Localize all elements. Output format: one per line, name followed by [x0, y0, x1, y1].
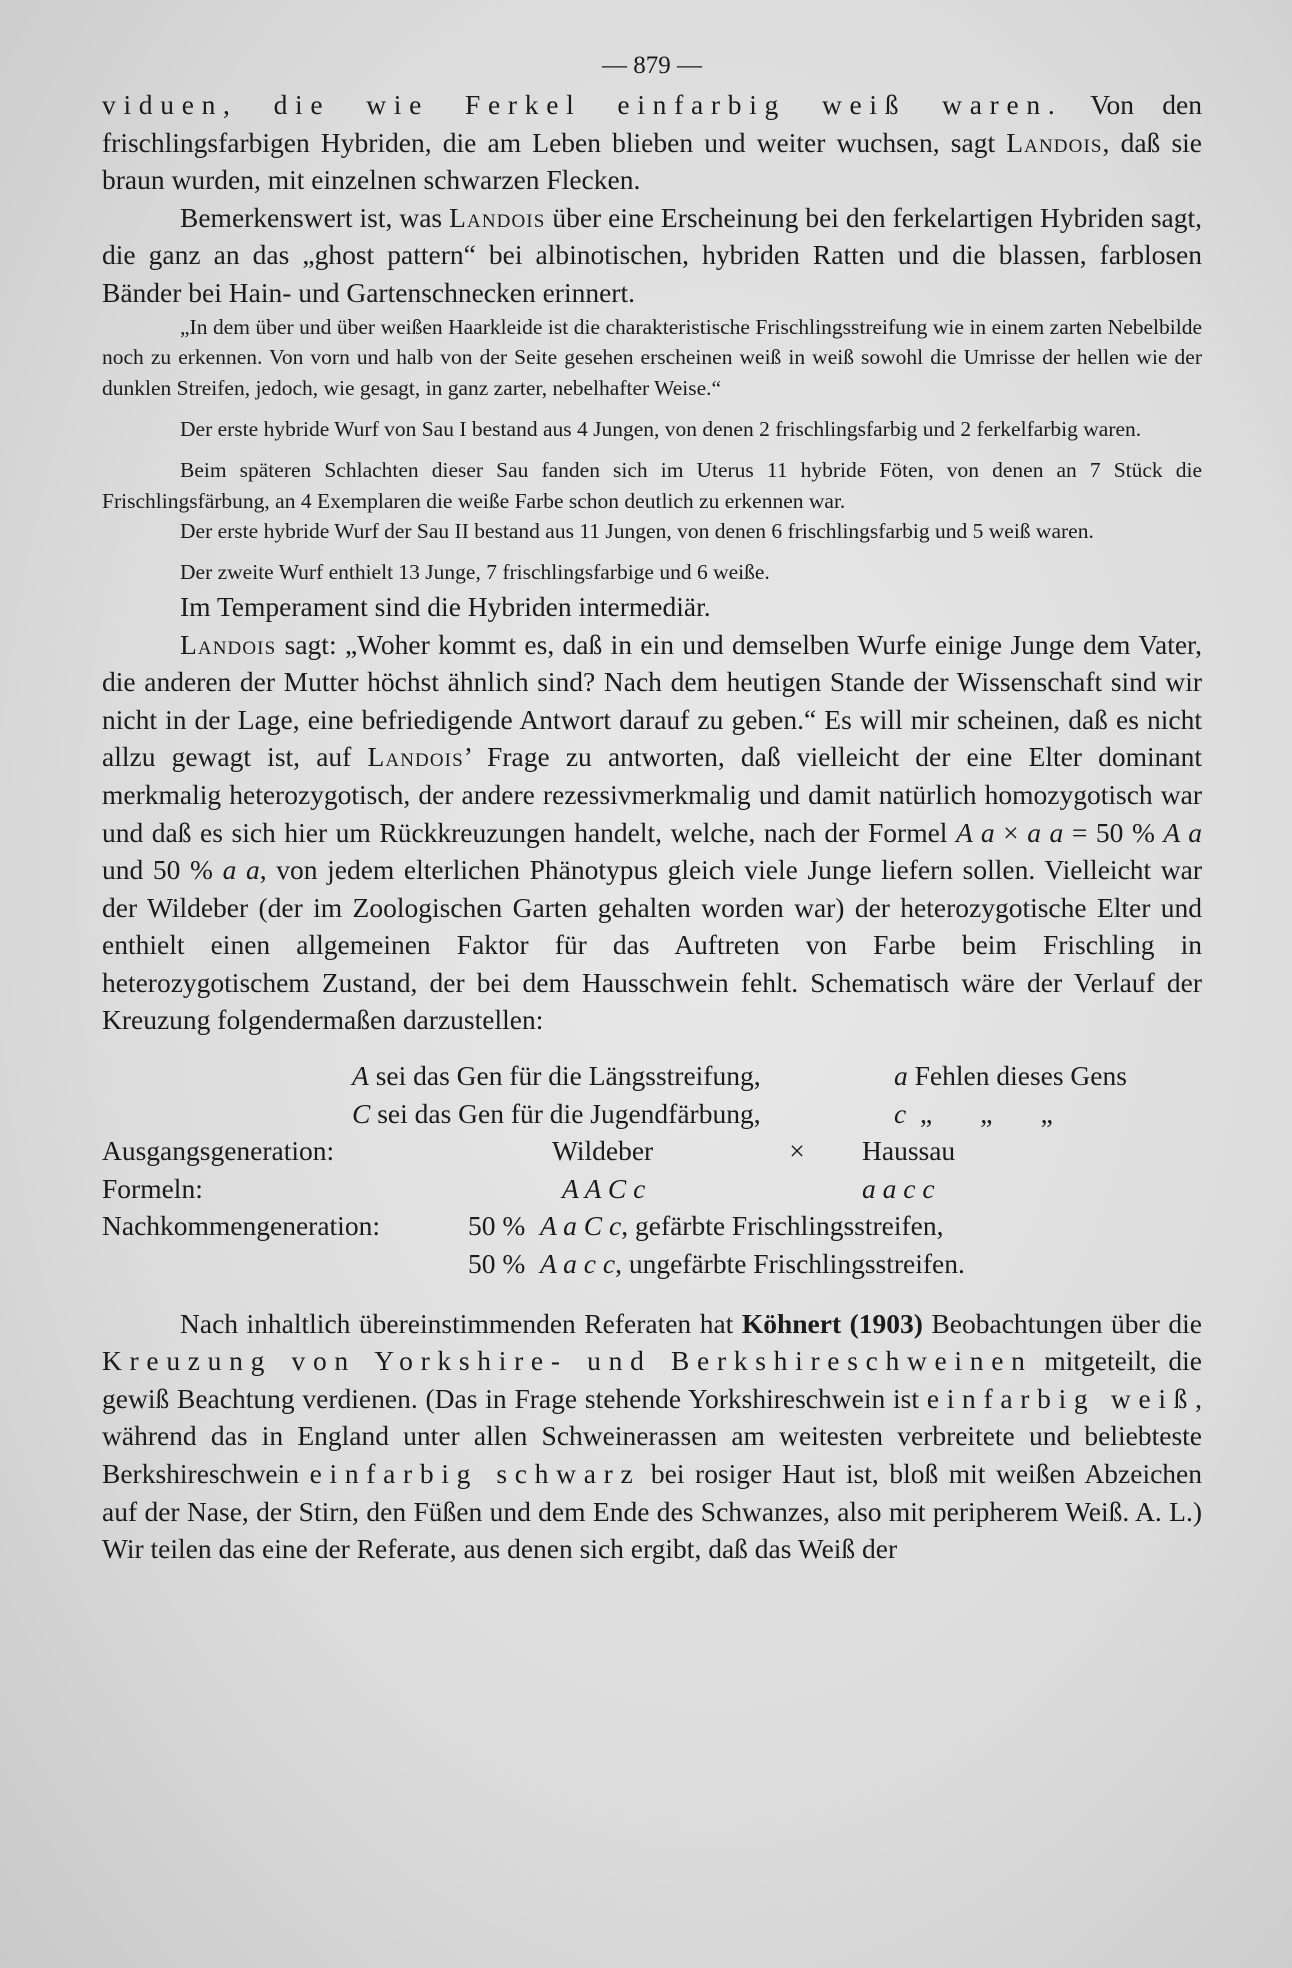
text-run: ’ Frage zu antworten, daß vielleicht der eine Elter dominant merkmalig heterozygotisch, der andere rezessivmerkmalig und damit natürlich homozygotisch war und daß es sich hier um Rückkreuzungen handelt, welche, nach der Formel	[102, 741, 1203, 848]
text-run: = 50 %	[1063, 816, 1164, 848]
author-name: Landois	[180, 628, 277, 660]
scheme-gene-c	[102, 1095, 1202, 1133]
text-run: Der zweite Wurf enthielt 13 Junge, 7 frischlingsfarbige und 6 weiße.	[180, 560, 770, 585]
percentage: 50 %	[468, 1210, 526, 1242]
gene-symbol: A	[352, 1060, 369, 1092]
scheme-nachkommen-2	[102, 1245, 1202, 1283]
scheme-formeln	[102, 1170, 1202, 1208]
scheme-ausgang	[102, 1132, 1202, 1170]
gene-description: Fehlen dieses Gens	[907, 1060, 1127, 1092]
paragraph-koehnert	[102, 1305, 1202, 1568]
text-run: Nach inhaltlich übereinstimmenden Referaten hat	[180, 1307, 742, 1339]
text-run: Im Temperament sind die Hybriden intermediär.	[180, 590, 711, 622]
text-run: , von jedem elterlichen Phänotypus gleich viele Junge liefern sollen. Vielleicht war der Wildeber (der im Zoologischen Garten gehalten worden war) der heterozygotische Elter und enthielt einen allgemeinen Faktor für das Auftreten von Farbe beim Frischling in heterozygotischem Zustand, der bei dem Hausschwein fehlt. Schematisch wäre der Verlauf der Kreuzung folgendermaßen darzustellen:	[102, 854, 1202, 1036]
row-label: Formeln:	[102, 1172, 203, 1204]
text-run: Beim späteren Schlachten dieser Sau fanden sich im Uterus 11 hybride Föten, von denen an 7 Stück die Frischlingsfärbung, an 4 Exemplaren die weiße Farbe schon deutlich zu erkennen war.	[102, 457, 1202, 513]
text-run: Der erste hybride Wurf von Sau I bestand aus 4 Jungen, von denen 2 frischlingsfarbig und 2 ferkelfarbig waren.	[180, 416, 1142, 441]
quote-first-litter-sau-2	[102, 516, 1202, 547]
text-run: sagt: „Woher kommt es, daß in ein und demselben Wurfe einige Junge dem Vater, die anderen der Mutter höchst ähnlich sind? Nach dem heutigen Stande der Wissenschaft sind wir nicht in der Lage, eine befriedigende Antwort darauf zu geben.“ Es will mir scheinen, daß es nicht allzu gewagt ist, auf	[102, 628, 1202, 773]
text-run: über eine Erscheinung bei den ferkelartigen Hybriden sagt, die ganz an das „ghost pattern“ bei albinotischen, hybriden Ratten und die blassen, farblosen Bänder bei Hain- und Gartenschnecken erinnert.	[102, 201, 1202, 308]
emphasis-spaced: viduen, die wie Ferkel einfarbig weiß waren.	[102, 89, 1063, 120]
page-content	[102, 52, 1202, 1568]
text-run: , daß sie braun wurden, mit einzelnen schwarzen Flecken.	[102, 126, 1202, 196]
text-run: „In dem über und über weißen Haarkleide ist die charakteristische Frischlingsstreifung wie in einem zarten Nebelbilde noch zu erkennen. Von vorn und halb von der Seite gesehen erscheinen weiß in weiß sowohl die Umrisse der hellen wie der dunklen Streifen, jedoch, wie gesagt, in ganz zarter, nebelhafter Weise.“	[102, 314, 1202, 401]
text-run: Von den frischlingsfarbigen Hybriden, die am Leben blieben und weiter wuchsen, sagt	[102, 89, 1202, 158]
text-run: bei rosiger Haut ist, bloß mit weißen Abzeichen auf der Nase, der Stirn, den Füßen und dem Ende des Schwanzes, also mit peripherem Weiß. A. L.) Wir teilen das eine der Referate, aus denen sich ergibt, daß das Weiß der	[102, 1458, 1203, 1565]
formula-haussau: a a c c	[862, 1172, 935, 1204]
offspring-formula: A a C c	[540, 1210, 622, 1242]
ditto-marks: „ „ „	[906, 1097, 1053, 1129]
emphasis-spaced: einfarbig weiß	[926, 1382, 1196, 1414]
text-run: , während das in England unter allen Schweinerassen am weitesten verbreitete und beliebteste Berkshireschwein	[102, 1382, 1203, 1489]
offspring-description: , ungefärbte Frischlingsstreifen.	[615, 1248, 965, 1280]
text-run: Beobachtungen über die	[922, 1307, 1203, 1339]
author-name: Landois	[449, 201, 546, 233]
offspring-description: , gefärbte Frischlingsstreifen,	[621, 1210, 944, 1242]
formula: a a	[222, 854, 260, 886]
author-name: Landois	[367, 741, 464, 773]
text-run: Bemerkenswert ist, was	[180, 201, 450, 233]
paragraph-continuation	[102, 86, 1202, 199]
gene-description: sei das Gen für die Jugendfärbung,	[370, 1097, 761, 1129]
paragraph-landois-ghost-pattern	[102, 199, 1202, 312]
paragraph-landois-question	[102, 626, 1202, 1040]
gene-symbol: C	[352, 1097, 371, 1129]
gene-description: sei das Gen für die Längsstreifung,	[368, 1060, 761, 1092]
formula-wildeber: A A C c	[562, 1172, 646, 1204]
author-name: Landois	[1006, 126, 1103, 158]
offspring-formula: A a c c	[540, 1248, 616, 1280]
emphasis-spaced: Kreuzung von Yorkshire- und Berkshireschweinen	[102, 1345, 1033, 1377]
scheme-gene-a	[102, 1057, 1202, 1095]
crossing-scheme	[102, 1057, 1202, 1283]
quote-first-litter-sau-1	[102, 414, 1202, 445]
formula: A a	[956, 816, 995, 848]
quote-second-litter	[102, 557, 1202, 588]
text-run: Der erste hybride Wurf der Sau II bestand aus 11 Jungen, von denen 6 frischlingsfarbig und 5 weiß waren.	[180, 519, 1094, 544]
formula: A a	[1163, 816, 1203, 848]
text-run: und 50 %	[102, 854, 223, 886]
citation: Köhnert (1903)	[741, 1307, 923, 1339]
quote-haarkleide	[102, 312, 1202, 404]
row-label: Nachkommengeneration:	[102, 1210, 380, 1242]
text-run: ×	[994, 816, 1028, 848]
emphasis-spaced: einfarbig schwarz	[309, 1458, 641, 1489]
gene-symbol: a	[894, 1060, 908, 1092]
parent-haussau: Haussau	[862, 1135, 956, 1167]
percentage: 50 %	[468, 1248, 526, 1280]
gene-symbol: c	[894, 1097, 907, 1129]
quote-uterus-foeten	[102, 455, 1202, 517]
row-label: Ausgangsgeneration:	[102, 1135, 335, 1167]
cross-symbol: ×	[789, 1135, 805, 1167]
scheme-nachkommen-1	[102, 1207, 1202, 1245]
page-number: — 879 —	[602, 52, 702, 79]
formula: a a	[1027, 816, 1064, 848]
paragraph-temperament	[102, 588, 1202, 626]
parent-wildeber: Wildeber	[552, 1135, 654, 1167]
text-run: mitgeteilt, die gewiß Beachtung verdienen. (Das in Frage stehende Yorkshireschwein ist	[102, 1345, 1202, 1414]
